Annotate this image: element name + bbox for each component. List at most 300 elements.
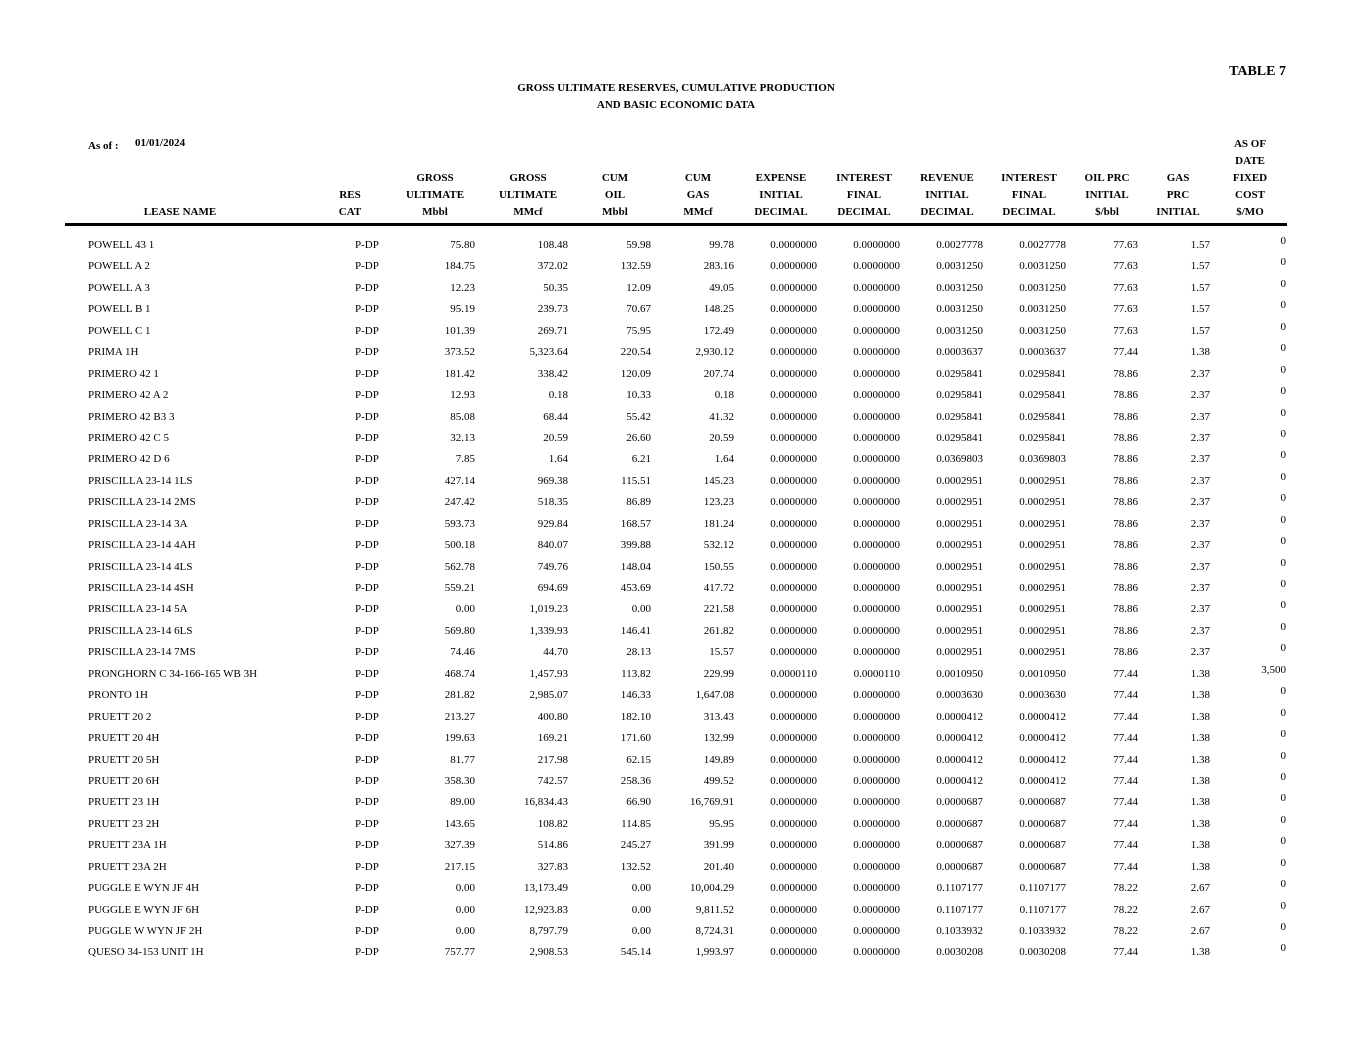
cell-fixed-cost: 0 xyxy=(1280,792,1286,805)
cell-revenue-initial: 0.0000412 xyxy=(936,753,983,766)
cell-revenue-final: 0.0000687 xyxy=(1019,839,1066,852)
cell-oil-price: 78.86 xyxy=(1113,431,1138,444)
header-rule xyxy=(65,223,1287,226)
header-line: LEASE NAME xyxy=(143,206,217,218)
cell-fixed-cost: 0 xyxy=(1280,685,1286,698)
cell-gross-ultimate-gas: 327.83 xyxy=(537,860,568,873)
cell-revenue-initial: 0.0002951 xyxy=(936,539,983,552)
cell-gross-ultimate-gas: 1,339.93 xyxy=(529,624,568,637)
cell-gas-price: 2.67 xyxy=(1190,903,1210,916)
table-row xyxy=(0,514,1365,535)
cell-lease-name: POWELL B 1 xyxy=(88,303,151,316)
cell-oil-price: 77.44 xyxy=(1113,710,1138,723)
cell-res-cat: P-DP xyxy=(355,753,379,766)
table-row xyxy=(0,492,1365,513)
cell-lease-name: PRUETT 23A 2H xyxy=(88,860,167,873)
cell-gross-ultimate-oil: 213.27 xyxy=(444,710,475,723)
cell-gross-ultimate-gas: 50.35 xyxy=(543,281,568,294)
cell-fixed-cost: 0 xyxy=(1280,385,1286,398)
cell-expense-initial: 0.0000000 xyxy=(770,603,817,616)
cell-fixed-cost: 0 xyxy=(1280,406,1286,419)
cell-expense-final: 0.0000000 xyxy=(853,539,900,552)
header-line: ULTIMATE xyxy=(405,189,465,201)
cell-res-cat: P-DP xyxy=(355,281,379,294)
cell-cum-oil: 0.00 xyxy=(631,882,651,895)
cell-revenue-final: 0.0000687 xyxy=(1019,817,1066,830)
cell-cum-oil: 132.59 xyxy=(620,260,651,273)
cell-lease-name: QUESO 34-153 UNIT 1H xyxy=(88,946,204,959)
header-line: $/bbl xyxy=(1095,206,1119,218)
cell-gross-ultimate-oil: 500.18 xyxy=(444,539,475,552)
cell-res-cat: P-DP xyxy=(355,946,379,959)
cell-expense-initial: 0.0000000 xyxy=(770,624,817,637)
cell-revenue-initial: 0.0000687 xyxy=(936,839,983,852)
cell-oil-price: 78.22 xyxy=(1113,882,1138,895)
cell-cum-oil: 59.98 xyxy=(626,239,651,251)
cell-gross-ultimate-oil: 427.14 xyxy=(444,474,475,487)
cell-gas-price: 1.38 xyxy=(1190,817,1210,830)
cell-gross-ultimate-oil: 569.80 xyxy=(444,624,475,637)
cell-expense-final: 0.0000000 xyxy=(853,710,900,723)
cell-gross-ultimate-oil: 327.39 xyxy=(444,839,475,852)
cell-expense-final: 0.0000000 xyxy=(853,346,900,359)
cell-cum-oil: 0.00 xyxy=(631,925,651,937)
cell-lease-name: PRISCILLA 23-14 4AH xyxy=(88,539,196,552)
cell-fixed-cost: 0 xyxy=(1280,342,1286,355)
cell-expense-final: 0.0000000 xyxy=(853,753,900,766)
cell-gross-ultimate-oil: 247.42 xyxy=(444,496,475,509)
table-row xyxy=(0,342,1365,363)
cell-gross-ultimate-gas: 1.64 xyxy=(548,453,568,466)
cell-fixed-cost: 0 xyxy=(1280,942,1286,955)
cell-revenue-final: 0.0002951 xyxy=(1019,539,1066,552)
cell-gross-ultimate-oil: 217.15 xyxy=(444,860,475,873)
cell-expense-final: 0.0000000 xyxy=(853,496,900,509)
header-cum-oil xyxy=(590,138,640,221)
cell-expense-final: 0.0000000 xyxy=(853,624,900,637)
table-row xyxy=(0,814,1365,835)
cell-cum-oil: 26.60 xyxy=(626,431,651,444)
cell-expense-final: 0.0000000 xyxy=(853,603,900,616)
cell-expense-initial: 0.0000000 xyxy=(770,689,817,702)
table-row xyxy=(0,921,1365,942)
cell-lease-name: PRUETT 23A 1H xyxy=(88,839,167,852)
cell-cum-oil: 55.42 xyxy=(626,410,651,423)
cell-cum-oil: 62.15 xyxy=(626,753,651,766)
header-line: DECIMAL xyxy=(754,206,808,218)
cell-fixed-cost: 0 xyxy=(1280,556,1286,569)
table-row xyxy=(0,664,1365,685)
cell-lease-name: PRUETT 23 1H xyxy=(88,796,160,809)
cell-fixed-cost: 0 xyxy=(1280,470,1286,483)
cell-expense-final: 0.0000000 xyxy=(853,946,900,959)
cell-gas-price: 1.38 xyxy=(1190,796,1210,809)
cell-oil-price: 78.22 xyxy=(1113,903,1138,916)
cell-gross-ultimate-gas: 108.48 xyxy=(537,239,568,251)
cell-expense-final: 0.0000000 xyxy=(853,474,900,487)
table-row xyxy=(0,471,1365,492)
cell-lease-name: PUGGLE E WYN JF 4H xyxy=(88,882,200,895)
as-of-label: As of : xyxy=(88,140,119,152)
cell-oil-price: 78.86 xyxy=(1113,624,1138,637)
cell-gas-price: 1.38 xyxy=(1190,774,1210,787)
cell-expense-final: 0.0000000 xyxy=(853,303,900,316)
table-row xyxy=(0,278,1365,299)
cell-cum-gas: 10,004.29 xyxy=(690,882,734,895)
cell-revenue-initial: 0.0002951 xyxy=(936,624,983,637)
cell-expense-initial: 0.0000000 xyxy=(770,346,817,359)
cell-expense-initial: 0.0000000 xyxy=(770,260,817,273)
cell-oil-price: 77.63 xyxy=(1113,260,1138,273)
cell-fixed-cost: 0 xyxy=(1280,921,1286,933)
cell-gas-price: 1.38 xyxy=(1190,710,1210,723)
cell-expense-final: 0.0000110 xyxy=(853,667,900,680)
cell-expense-initial: 0.0000000 xyxy=(770,410,817,423)
cell-revenue-final: 0.0369803 xyxy=(1019,453,1066,466)
cell-gas-price: 1.38 xyxy=(1190,946,1210,959)
cell-fixed-cost: 0 xyxy=(1280,427,1286,440)
cell-gross-ultimate-gas: 269.71 xyxy=(537,324,568,337)
cell-revenue-initial: 0.0002951 xyxy=(936,582,983,594)
cell-expense-final: 0.0000000 xyxy=(853,839,900,852)
cell-lease-name: PRONGHORN C 34-166-165 WB 3H xyxy=(88,667,258,680)
cell-oil-price: 77.63 xyxy=(1113,303,1138,316)
cell-revenue-final: 0.0295841 xyxy=(1019,389,1066,402)
cell-revenue-initial: 0.0000687 xyxy=(936,796,983,809)
cell-oil-price: 77.63 xyxy=(1113,239,1138,251)
cell-lease-name: PRIMERO 42 D 6 xyxy=(88,453,170,466)
cell-lease-name: PRISCILLA 23-14 4SH xyxy=(88,582,194,594)
cell-res-cat: P-DP xyxy=(355,689,379,702)
cell-res-cat: P-DP xyxy=(355,603,379,616)
cell-expense-initial: 0.0000000 xyxy=(770,710,817,723)
cell-revenue-final: 0.0002951 xyxy=(1019,624,1066,637)
header-line: Mbbl xyxy=(602,206,628,218)
cell-revenue-final: 0.1107177 xyxy=(1019,882,1066,895)
cell-gas-price: 1.38 xyxy=(1190,667,1210,680)
cell-lease-name: PRUETT 20 6H xyxy=(88,774,160,787)
cell-res-cat: P-DP xyxy=(355,667,379,680)
cell-oil-price: 78.22 xyxy=(1113,925,1138,937)
header-line: GROSS xyxy=(416,172,454,184)
cell-expense-final: 0.0000000 xyxy=(853,453,900,466)
cell-res-cat: P-DP xyxy=(355,624,379,637)
cell-cum-gas: 172.49 xyxy=(703,324,734,337)
cell-fixed-cost: 0 xyxy=(1280,770,1286,783)
cell-revenue-initial: 0.1107177 xyxy=(936,903,983,916)
cell-cum-gas: 149.89 xyxy=(703,753,734,766)
cell-res-cat: P-DP xyxy=(355,560,379,573)
cell-expense-initial: 0.0000000 xyxy=(770,753,817,766)
cell-gross-ultimate-gas: 969.38 xyxy=(537,474,568,487)
cell-res-cat: P-DP xyxy=(355,903,379,916)
cell-cum-gas: 1,993.97 xyxy=(695,946,734,959)
cell-fixed-cost: 0 xyxy=(1280,620,1286,633)
cell-cum-gas: 1.64 xyxy=(714,453,734,466)
cell-cum-oil: 545.14 xyxy=(620,946,651,959)
table-label: TABLE 7 xyxy=(1229,64,1286,79)
header-revenue-initial xyxy=(911,138,983,221)
header-line: GROSS xyxy=(509,172,547,184)
cell-gross-ultimate-oil: 593.73 xyxy=(444,517,475,530)
cell-revenue-initial: 0.0002951 xyxy=(936,560,983,573)
cell-revenue-final: 0.0003637 xyxy=(1019,346,1066,359)
cell-gross-ultimate-gas: 68.44 xyxy=(543,410,568,423)
cell-expense-final: 0.0000000 xyxy=(853,560,900,573)
cell-gross-ultimate-gas: 2,908.53 xyxy=(529,946,568,959)
cell-res-cat: P-DP xyxy=(355,303,379,316)
cell-expense-initial: 0.0000000 xyxy=(770,239,817,251)
cell-expense-final: 0.0000000 xyxy=(853,774,900,787)
cell-gas-price: 1.38 xyxy=(1190,732,1210,745)
table-row xyxy=(0,256,1365,277)
cell-lease-name: PRONTO 1H xyxy=(88,689,149,702)
cell-expense-initial: 0.0000000 xyxy=(770,517,817,530)
cell-revenue-initial: 0.0295841 xyxy=(936,389,983,402)
cell-expense-final: 0.0000000 xyxy=(853,367,900,380)
cell-expense-final: 0.0000000 xyxy=(853,517,900,530)
cell-revenue-initial: 0.0003630 xyxy=(936,689,983,702)
header-line: MMcf xyxy=(513,206,543,218)
cell-gas-price: 2.37 xyxy=(1190,431,1210,444)
header-line: REVENUE xyxy=(920,172,974,184)
cell-oil-price: 78.86 xyxy=(1113,410,1138,423)
cell-expense-initial: 0.0000000 xyxy=(770,732,817,745)
cell-gas-price: 1.38 xyxy=(1190,753,1210,766)
cell-cum-oil: 399.88 xyxy=(620,539,651,552)
cell-revenue-final: 0.0002951 xyxy=(1019,560,1066,573)
cell-cum-oil: 132.52 xyxy=(620,860,651,873)
cell-res-cat: P-DP xyxy=(355,346,379,359)
cell-gross-ultimate-gas: 20.59 xyxy=(543,431,568,444)
cell-fixed-cost: 0 xyxy=(1280,449,1286,462)
cell-fixed-cost: 0 xyxy=(1280,235,1286,247)
cell-gross-ultimate-oil: 468.74 xyxy=(444,667,475,680)
cell-gross-ultimate-gas: 0.18 xyxy=(548,389,568,402)
cell-cum-oil: 258.36 xyxy=(620,774,651,787)
cell-res-cat: P-DP xyxy=(355,732,379,745)
cell-oil-price: 77.44 xyxy=(1113,346,1138,359)
cell-cum-gas: 16,769.91 xyxy=(690,796,734,809)
cell-gas-price: 2.37 xyxy=(1190,646,1210,659)
header-line: ULTIMATE xyxy=(498,189,558,201)
table-row xyxy=(0,449,1365,470)
header-line: EXPENSE xyxy=(755,172,807,184)
header-line: AS OF xyxy=(1233,138,1267,150)
cell-gross-ultimate-gas: 108.82 xyxy=(537,817,568,830)
cell-expense-initial: 0.0000000 xyxy=(770,925,817,937)
header-line: INITIAL xyxy=(1085,189,1129,201)
cell-lease-name: PRUETT 20 4H xyxy=(88,732,160,745)
cell-gross-ultimate-oil: 7.85 xyxy=(455,453,475,466)
cell-cum-gas: 1,647.08 xyxy=(695,689,734,702)
cell-cum-gas: 283.16 xyxy=(703,260,734,273)
cell-oil-price: 77.63 xyxy=(1113,324,1138,337)
cell-gross-ultimate-gas: 749.76 xyxy=(537,560,568,573)
cell-cum-gas: 201.40 xyxy=(703,860,734,873)
cell-gas-price: 2.37 xyxy=(1190,539,1210,552)
cell-cum-gas: 9,811.52 xyxy=(695,903,734,916)
header-gas-price xyxy=(1150,138,1206,221)
table-row xyxy=(0,728,1365,749)
cell-res-cat: P-DP xyxy=(355,453,379,466)
cell-revenue-initial: 0.0027778 xyxy=(936,239,983,251)
header-line: MMcf xyxy=(683,206,713,218)
cell-gas-price: 2.67 xyxy=(1190,925,1210,937)
cell-cum-gas: 8,724.31 xyxy=(695,925,734,937)
cell-res-cat: P-DP xyxy=(355,796,379,809)
table-row xyxy=(0,578,1365,599)
cell-gross-ultimate-oil: 143.65 xyxy=(444,817,475,830)
cell-lease-name: POWELL A 2 xyxy=(88,260,150,273)
cell-expense-final: 0.0000000 xyxy=(853,260,900,273)
header-line: FINAL xyxy=(846,189,882,201)
cell-gas-price: 2.37 xyxy=(1190,389,1210,402)
header-line: CAT xyxy=(338,206,362,218)
cell-lease-name: PRISCILLA 23-14 2MS xyxy=(88,496,196,509)
cell-fixed-cost: 0 xyxy=(1280,578,1286,590)
cell-gross-ultimate-oil: 12.23 xyxy=(450,281,475,294)
cell-cum-oil: 70.67 xyxy=(626,303,651,316)
data-rows xyxy=(0,235,1365,964)
header-line: CUM xyxy=(684,172,712,184)
cell-expense-final: 0.0000000 xyxy=(853,389,900,402)
cell-cum-oil: 182.10 xyxy=(620,710,651,723)
cell-revenue-initial: 0.0295841 xyxy=(936,367,983,380)
cell-gross-ultimate-gas: 400.80 xyxy=(537,710,568,723)
cell-expense-final: 0.0000000 xyxy=(853,882,900,895)
header-oil-price xyxy=(1074,138,1140,221)
cell-cum-gas: 391.99 xyxy=(703,839,734,852)
cell-gross-ultimate-gas: 338.42 xyxy=(537,367,568,380)
cell-cum-oil: 220.54 xyxy=(620,346,651,359)
cell-expense-initial: 0.0000000 xyxy=(770,860,817,873)
header-line: DECIMAL xyxy=(1002,206,1056,218)
cell-revenue-final: 0.0000412 xyxy=(1019,710,1066,723)
table-row xyxy=(0,599,1365,620)
cell-revenue-initial: 0.0000412 xyxy=(936,710,983,723)
cell-res-cat: P-DP xyxy=(355,925,379,937)
cell-expense-final: 0.0000000 xyxy=(853,324,900,337)
header-line: OIL xyxy=(604,189,626,201)
cell-oil-price: 78.86 xyxy=(1113,367,1138,380)
cell-fixed-cost: 0 xyxy=(1280,706,1286,719)
cell-expense-initial: 0.0000000 xyxy=(770,903,817,916)
cell-gross-ultimate-oil: 757.77 xyxy=(444,946,475,959)
cell-lease-name: PRISCILLA 23-14 3A xyxy=(88,517,188,530)
cell-gross-ultimate-oil: 89.00 xyxy=(450,796,475,809)
cell-gross-ultimate-gas: 44.70 xyxy=(543,646,568,659)
cell-revenue-initial: 0.0003637 xyxy=(936,346,983,359)
cell-expense-initial: 0.0000000 xyxy=(770,839,817,852)
cell-fixed-cost: 0 xyxy=(1280,492,1286,505)
cell-revenue-final: 0.0002951 xyxy=(1019,517,1066,530)
cell-lease-name: POWELL A 3 xyxy=(88,281,150,294)
cell-fixed-cost: 0 xyxy=(1280,256,1286,269)
report-title xyxy=(0,80,1352,114)
cell-revenue-initial: 0.0031250 xyxy=(936,324,983,337)
cell-fixed-cost: 0 xyxy=(1280,813,1286,826)
cell-expense-initial: 0.0000000 xyxy=(770,496,817,509)
cell-oil-price: 77.44 xyxy=(1113,753,1138,766)
header-line: FINAL xyxy=(1011,189,1047,201)
cell-cum-gas: 181.24 xyxy=(703,517,734,530)
cell-oil-price: 78.86 xyxy=(1113,474,1138,487)
cell-cum-oil: 0.00 xyxy=(631,903,651,916)
cell-fixed-cost: 0 xyxy=(1280,535,1286,548)
cell-res-cat: P-DP xyxy=(355,260,379,273)
cell-lease-name: PRIMERO 42 A 2 xyxy=(88,389,169,402)
cell-lease-name: POWELL 43 1 xyxy=(88,239,155,251)
cell-oil-price: 77.44 xyxy=(1113,732,1138,745)
cell-oil-price: 78.86 xyxy=(1113,539,1138,552)
cell-gross-ultimate-gas: 1,457.93 xyxy=(529,667,568,680)
cell-gas-price: 2.37 xyxy=(1190,367,1210,380)
cell-oil-price: 78.86 xyxy=(1113,517,1138,530)
cell-revenue-initial: 0.0031250 xyxy=(936,281,983,294)
cell-cum-gas: 123.23 xyxy=(703,496,734,509)
cell-cum-oil: 75.95 xyxy=(626,324,651,337)
cell-lease-name: PUGGLE E WYN JF 6H xyxy=(88,903,200,916)
cell-gas-price: 1.38 xyxy=(1190,839,1210,852)
cell-revenue-final: 0.0031250 xyxy=(1019,303,1066,316)
cell-revenue-final: 0.0295841 xyxy=(1019,367,1066,380)
cell-revenue-final: 0.0000412 xyxy=(1019,774,1066,787)
cell-cum-gas: 221.58 xyxy=(703,603,734,616)
table-row xyxy=(0,771,1365,792)
header-line: FIXED xyxy=(1232,172,1268,184)
cell-fixed-cost: 0 xyxy=(1280,320,1286,333)
cell-expense-final: 0.0000000 xyxy=(853,796,900,809)
cell-cum-oil: 114.85 xyxy=(621,817,651,830)
table-row xyxy=(0,750,1365,771)
cell-lease-name: POWELL C 1 xyxy=(88,324,151,337)
cell-expense-initial: 0.0000000 xyxy=(770,303,817,316)
header-line: PRC xyxy=(1166,189,1190,201)
cell-revenue-initial: 0.1033932 xyxy=(936,925,983,937)
cell-cum-oil: 168.57 xyxy=(620,517,651,530)
cell-cum-gas: 0.18 xyxy=(714,389,734,402)
cell-lease-name: PRISCILLA 23-14 4LS xyxy=(88,560,193,573)
table-row xyxy=(0,878,1365,899)
cell-expense-final: 0.0000000 xyxy=(853,582,900,594)
cell-lease-name: PRISCILLA 23-14 7MS xyxy=(88,646,196,659)
cell-lease-name: PRISCILLA 23-14 5A xyxy=(88,603,188,616)
table-row xyxy=(0,857,1365,878)
header-line: INTEREST xyxy=(1001,172,1057,184)
cell-gross-ultimate-oil: 358.30 xyxy=(444,774,475,787)
cell-revenue-final: 0.0010950 xyxy=(1019,667,1066,680)
table-row xyxy=(0,900,1365,921)
header-line: GAS xyxy=(1166,172,1190,184)
cell-fixed-cost: 0 xyxy=(1280,728,1286,741)
cell-expense-initial: 0.0000000 xyxy=(770,882,817,895)
cell-revenue-final: 0.0000687 xyxy=(1019,860,1066,873)
cell-cum-gas: 261.82 xyxy=(703,624,734,637)
header-line: OIL PRC xyxy=(1084,172,1130,184)
cell-oil-price: 77.44 xyxy=(1113,796,1138,809)
cell-expense-final: 0.0000000 xyxy=(853,239,900,251)
cell-revenue-initial: 0.0002951 xyxy=(936,517,983,530)
cell-expense-initial: 0.0000000 xyxy=(770,367,817,380)
cell-revenue-final: 0.0002951 xyxy=(1019,474,1066,487)
cell-lease-name: PRIMA 1H xyxy=(88,346,139,359)
cell-revenue-final: 0.0000412 xyxy=(1019,753,1066,766)
cell-cum-oil: 12.09 xyxy=(626,281,651,294)
cell-res-cat: P-DP xyxy=(355,882,379,895)
cell-cum-oil: 66.90 xyxy=(626,796,651,809)
cell-revenue-final: 0.0295841 xyxy=(1019,431,1066,444)
